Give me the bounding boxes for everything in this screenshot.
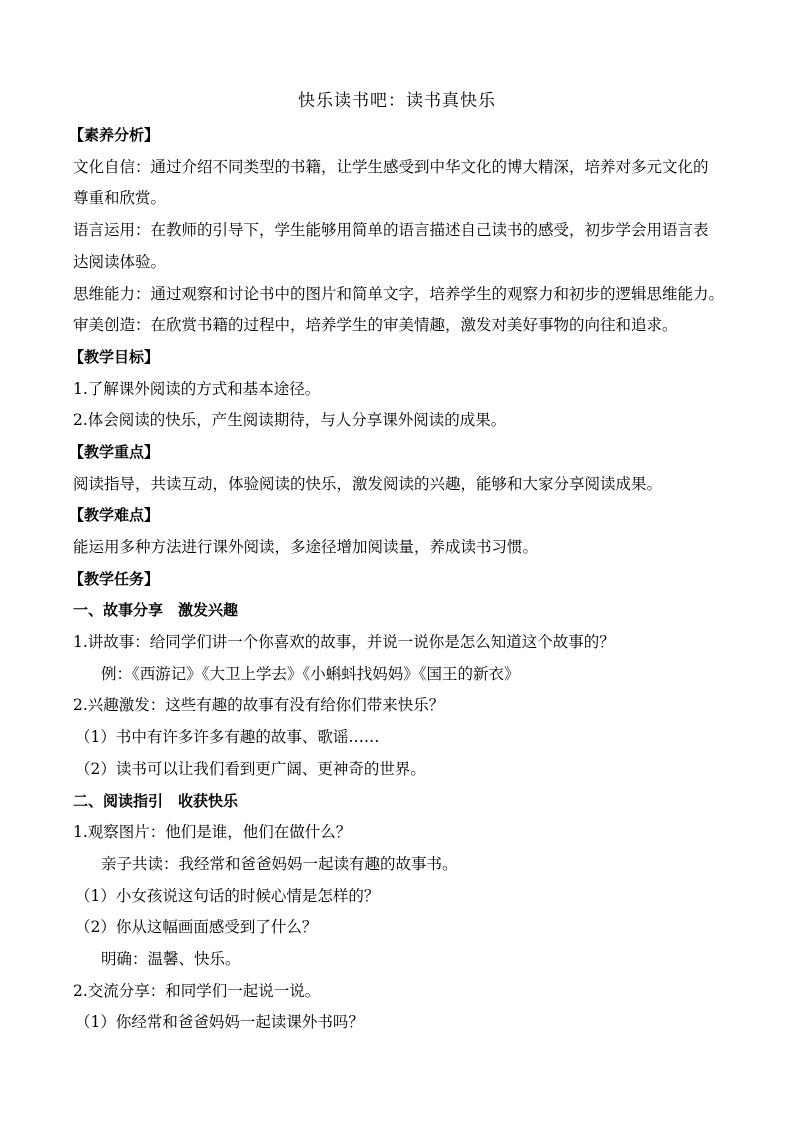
task-part2-s1: （1）小女孩说这句话的时候心情是怎样的？ [75, 886, 380, 905]
task-part2-title: 二、阅读指引 收获快乐 [73, 791, 239, 810]
task-part2-q2: 2.交流分享：和同学们一起说一说。 [73, 981, 321, 1000]
goal-item-2: 2.体会阅读的快乐，产生阅读期待，与人分享课外阅读的成果。 [73, 411, 507, 430]
task-part2-q1: 1.观察图片：他们是谁，他们在做什么？ [73, 823, 352, 842]
task-part1-example: 例：《西游记》《大卫上学去》《小蝌蚪找妈妈》《国王的新衣》 [101, 664, 520, 683]
literacy-item-aesthetic: 审美创造：在欣赏书籍的过程中，培养学生的审美情趣，激发对美好事物的向往和追求。 [73, 316, 678, 335]
section-heading-literacy: 【素养分析】 [69, 126, 160, 144]
task-part1-a1: （1）书中有许多许多有趣的故事、歌谣…… [75, 728, 380, 747]
task-part1-title: 一、故事分享 激发兴趣 [73, 601, 239, 620]
section-heading-difficulties: 【教学难点】 [69, 506, 160, 525]
task-part2-caption: 亲子共读：我经常和爸爸妈妈一起读有趣的故事书。 [101, 854, 458, 873]
keypoints-text: 阅读指导，共读互动，体验阅读的快乐，激发阅读的兴趣，能够和大家分享阅读成果。 [73, 474, 663, 493]
task-part2-clarify: 明确：温馨、快乐。 [101, 949, 241, 968]
task-part1-q2: 2.兴趣激发：这些有趣的故事有没有给你们带来快乐？ [73, 696, 445, 715]
literacy-item-culture: 文化自信：通过介绍不同类型的书籍，让学生感受到中华文化的博大精深，培养对多元文化的尊重和欣赏。 [73, 157, 709, 208]
literacy-item-thinking: 思维能力：通过观察和讨论书中的图片和简单文字，培养学生的观察力和初步的逻辑思维能力。 [73, 284, 725, 303]
difficulties-text: 能运用多种方法进行课外阅读，多途径增加阅读量，养成读书习惯。 [73, 538, 539, 556]
goal-item-1: 1.了解课外阅读的方式和基本途径。 [73, 379, 321, 398]
task-part2-s3: （1）你经常和爸爸妈妈一起读课外书吗？ [75, 1013, 364, 1032]
literacy-item-language: 语言运用：在教师的引导下，学生能够用简单的语言描述自己读书的感受，初步学会用语言表达阅读体验。 [73, 221, 709, 271]
task-part1-a2: （2）读书可以让我们看到更广阔、更神奇的世界。 [75, 759, 426, 778]
task-part2-s2: （2）你从这幅画面感受到了什么？ [75, 918, 318, 937]
document-body [69, 120, 725, 1039]
page-title: 快乐读书吧：读书真快乐 [298, 91, 496, 111]
task-part1-q1: 1.讲故事：给同学们讲一个你喜欢的故事，并说一说你是怎么知道这个故事的？ [73, 633, 615, 652]
section-heading-tasks: 【教学任务】 [69, 569, 160, 588]
section-heading-keypoints: 【教学重点】 [69, 442, 160, 461]
section-heading-goals: 【教学目标】 [69, 347, 160, 366]
